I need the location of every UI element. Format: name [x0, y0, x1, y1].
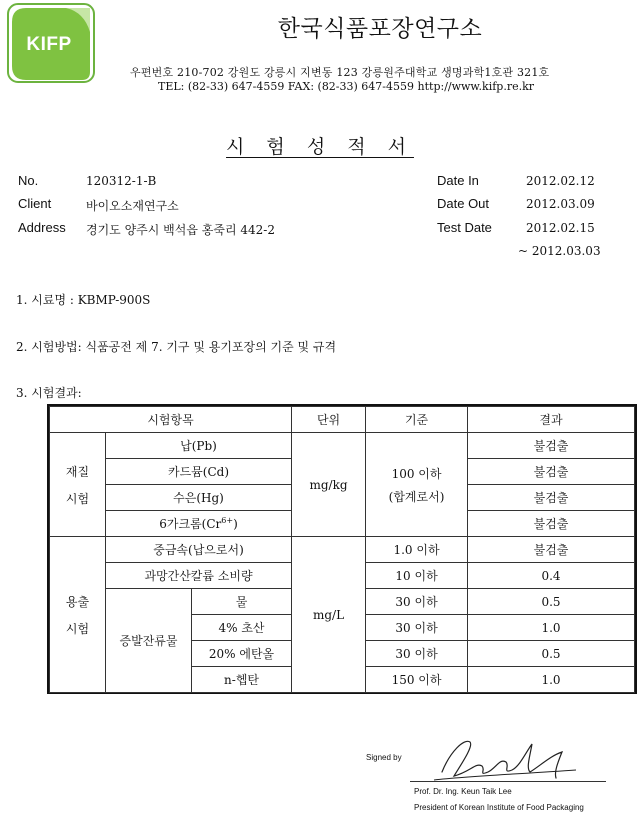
header-standard: 기준 [366, 407, 468, 433]
group-material-test: 재질 시험 [50, 433, 106, 537]
logo-text: KIFP [26, 34, 72, 55]
test-date-end: ~ 2012.03.03 [518, 244, 601, 258]
standard-cell: 30 이하 [366, 589, 468, 615]
section-sample: 1. 시료명 : KBMP-900S [16, 293, 151, 307]
organization-address: 우편번호 210-702 강원도 강릉시 지변동 123 강릉원주대학교 생명과학1호관 321호 [130, 66, 550, 79]
table-row [50, 433, 635, 459]
header-item: 시험항목 [50, 407, 292, 433]
unit-mgl: mg/L [292, 537, 366, 693]
signer-name: Prof. Dr. Ing. Keun Taik Lee [414, 787, 512, 796]
result-cell: 0.4 [468, 563, 635, 589]
section-method: 2. 시험방법: 식품공전 제 7. 기구 및 용기포장의 기준 및 규격 [16, 340, 337, 354]
item-cell: 물 [192, 589, 292, 615]
group-migration-test: 용출 시험 [50, 537, 106, 693]
no-value: 120312-1-B [86, 174, 157, 188]
standard-cell: 150 이하 [366, 667, 468, 693]
result-cell: 1.0 [468, 667, 635, 693]
item-cell: 과망간산칼륨 소비량 [106, 563, 292, 589]
item-cell: 6가크롬$(Cr^{6+})$ [106, 511, 292, 537]
date-out-label: Date Out [437, 196, 490, 211]
signer-title: President of Korean Institute of Food Packaging [414, 803, 584, 812]
standard-cell: 30 이하 [366, 615, 468, 641]
item-cell: n-헵탄 [192, 667, 292, 693]
standard-cell: 10 이하 [366, 563, 468, 589]
date-out-value: 2012.03.09 [526, 197, 595, 211]
signed-by-label: Signed by [366, 753, 402, 762]
standard-total: 100 이하 (합계로서) [366, 433, 468, 537]
table-header-row [50, 407, 635, 433]
item-cell: 중금속(납으로서) [106, 537, 292, 563]
table-row [50, 537, 635, 563]
client-value: 바이오소재연구소 [86, 199, 179, 213]
item-cell: 수은(Hg) [106, 485, 292, 511]
result-cell: 불검출 [468, 537, 635, 563]
address-label: Address [18, 220, 66, 235]
result-cell: 불검출 [468, 485, 635, 511]
result-cell: 1.0 [468, 615, 635, 641]
document-title: 시 험 성 적 서 [226, 136, 414, 158]
unit-mgkg: mg/kg [292, 433, 366, 537]
result-cell: 불검출 [468, 459, 635, 485]
address-value: 경기도 양주시 백석읍 홍죽리 442-2 [86, 223, 275, 237]
header-unit: 단위 [292, 407, 366, 433]
organization-contact: TEL: (82-33) 647-4559 FAX: (82-33) 647-4559 http://www.kifp.re.kr [158, 80, 535, 93]
results-table [47, 404, 637, 694]
organization-name: 한국식품포장연구소 [277, 16, 483, 42]
item-cell: 20% 에탄올 [192, 641, 292, 667]
no-label: No. [18, 173, 39, 188]
client-label: Client [18, 196, 52, 211]
header-result: 결과 [468, 407, 635, 433]
section-results: 3. 시험결과: [16, 386, 82, 400]
item-cell: 납(Pb) [106, 433, 292, 459]
date-in-label: Date In [437, 173, 479, 188]
signature-line [410, 781, 606, 782]
result-cell: 불검출 [468, 511, 635, 537]
test-date-label: Test Date [437, 220, 492, 235]
result-cell: 0.5 [468, 641, 635, 667]
item-cell: 카드뮴(Cd) [106, 459, 292, 485]
item-cell: 4% 초산 [192, 615, 292, 641]
standard-cell: 30 이하 [366, 641, 468, 667]
result-cell: 0.5 [468, 589, 635, 615]
date-in-value: 2012.02.12 [526, 174, 595, 188]
test-date-value: 2012.02.15 [526, 221, 595, 235]
result-cell: 불검출 [468, 433, 635, 459]
standard-cell: 1.0 이하 [366, 537, 468, 563]
residue-label: 증발잔류물 [106, 589, 192, 693]
